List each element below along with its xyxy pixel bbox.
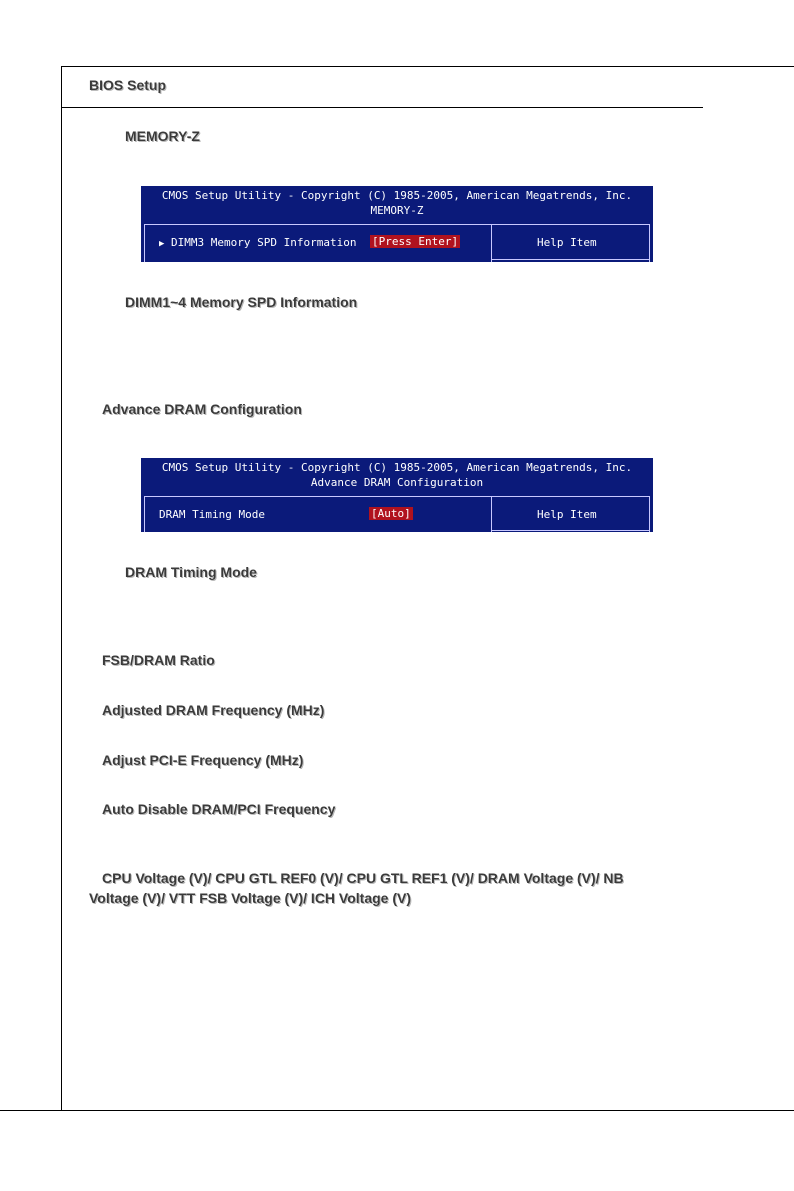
dimm3-spd-item[interactable] <box>159 236 356 249</box>
memory-z-bios-screen <box>141 186 653 262</box>
auto-disable-frequency-heading: Auto Disable DRAM/PCI Frequency <box>102 801 336 817</box>
help-panel-divider <box>491 225 492 262</box>
auto-value[interactable]: [Auto] <box>371 507 411 520</box>
bios-screen-title: MEMORY-Z <box>370 204 424 217</box>
dram-timing-mode-heading: DRAM Timing Mode <box>125 564 257 580</box>
press-enter-value[interactable]: [Press Enter] <box>372 235 459 248</box>
dimm3-spd-label: DIMM3 Memory SPD Information <box>171 236 357 249</box>
help-panel-divider <box>491 497 492 532</box>
bios-screen-title: Advance DRAM Configuration <box>310 476 484 489</box>
dimm-spd-info-heading: DIMM1~4 Memory SPD Information <box>125 294 358 310</box>
memory-z-heading: MEMORY-Z <box>125 128 200 144</box>
advance-dram-bios-screen <box>141 458 653 532</box>
help-panel-rule <box>492 530 649 531</box>
advance-dram-heading: Advance DRAM Configuration <box>102 401 302 417</box>
help-item-label: Help Item <box>537 236 597 249</box>
help-item-label: Help Item <box>537 508 597 521</box>
dram-timing-mode-label[interactable]: DRAM Timing Mode <box>159 508 265 521</box>
voltage-heading-line1: CPU Voltage (V)/ CPU GTL REF0 (V)/ CPU GTL REF1 (V)/ DRAM Voltage (V)/ NB <box>102 870 624 886</box>
fsb-dram-ratio-heading: FSB/DRAM Ratio <box>102 652 215 668</box>
header-underline-rule <box>61 107 703 108</box>
voltage-heading-line2: Voltage (V)/ VTT FSB Voltage (V)/ ICH Voltage (V) <box>89 890 412 906</box>
bios-copyright-line: CMOS Setup Utility - Copyright (C) 1985-2005, American Megatrends, Inc. <box>161 461 633 474</box>
bottom-frame-rule <box>0 1110 794 1111</box>
adjusted-dram-frequency-heading: Adjusted DRAM Frequency (MHz) <box>102 702 325 718</box>
section-title: BIOS Setup <box>89 77 167 93</box>
adjust-pcie-frequency-heading: Adjust PCI-E Frequency (MHz) <box>102 752 304 768</box>
help-panel-rule <box>492 259 649 260</box>
top-frame-rule <box>61 66 794 67</box>
bios-copyright-line: CMOS Setup Utility - Copyright (C) 1985-2005, American Megatrends, Inc. <box>161 189 633 202</box>
submenu-arrow-icon: ▶ <box>159 239 165 249</box>
left-frame-rule <box>61 66 62 1110</box>
